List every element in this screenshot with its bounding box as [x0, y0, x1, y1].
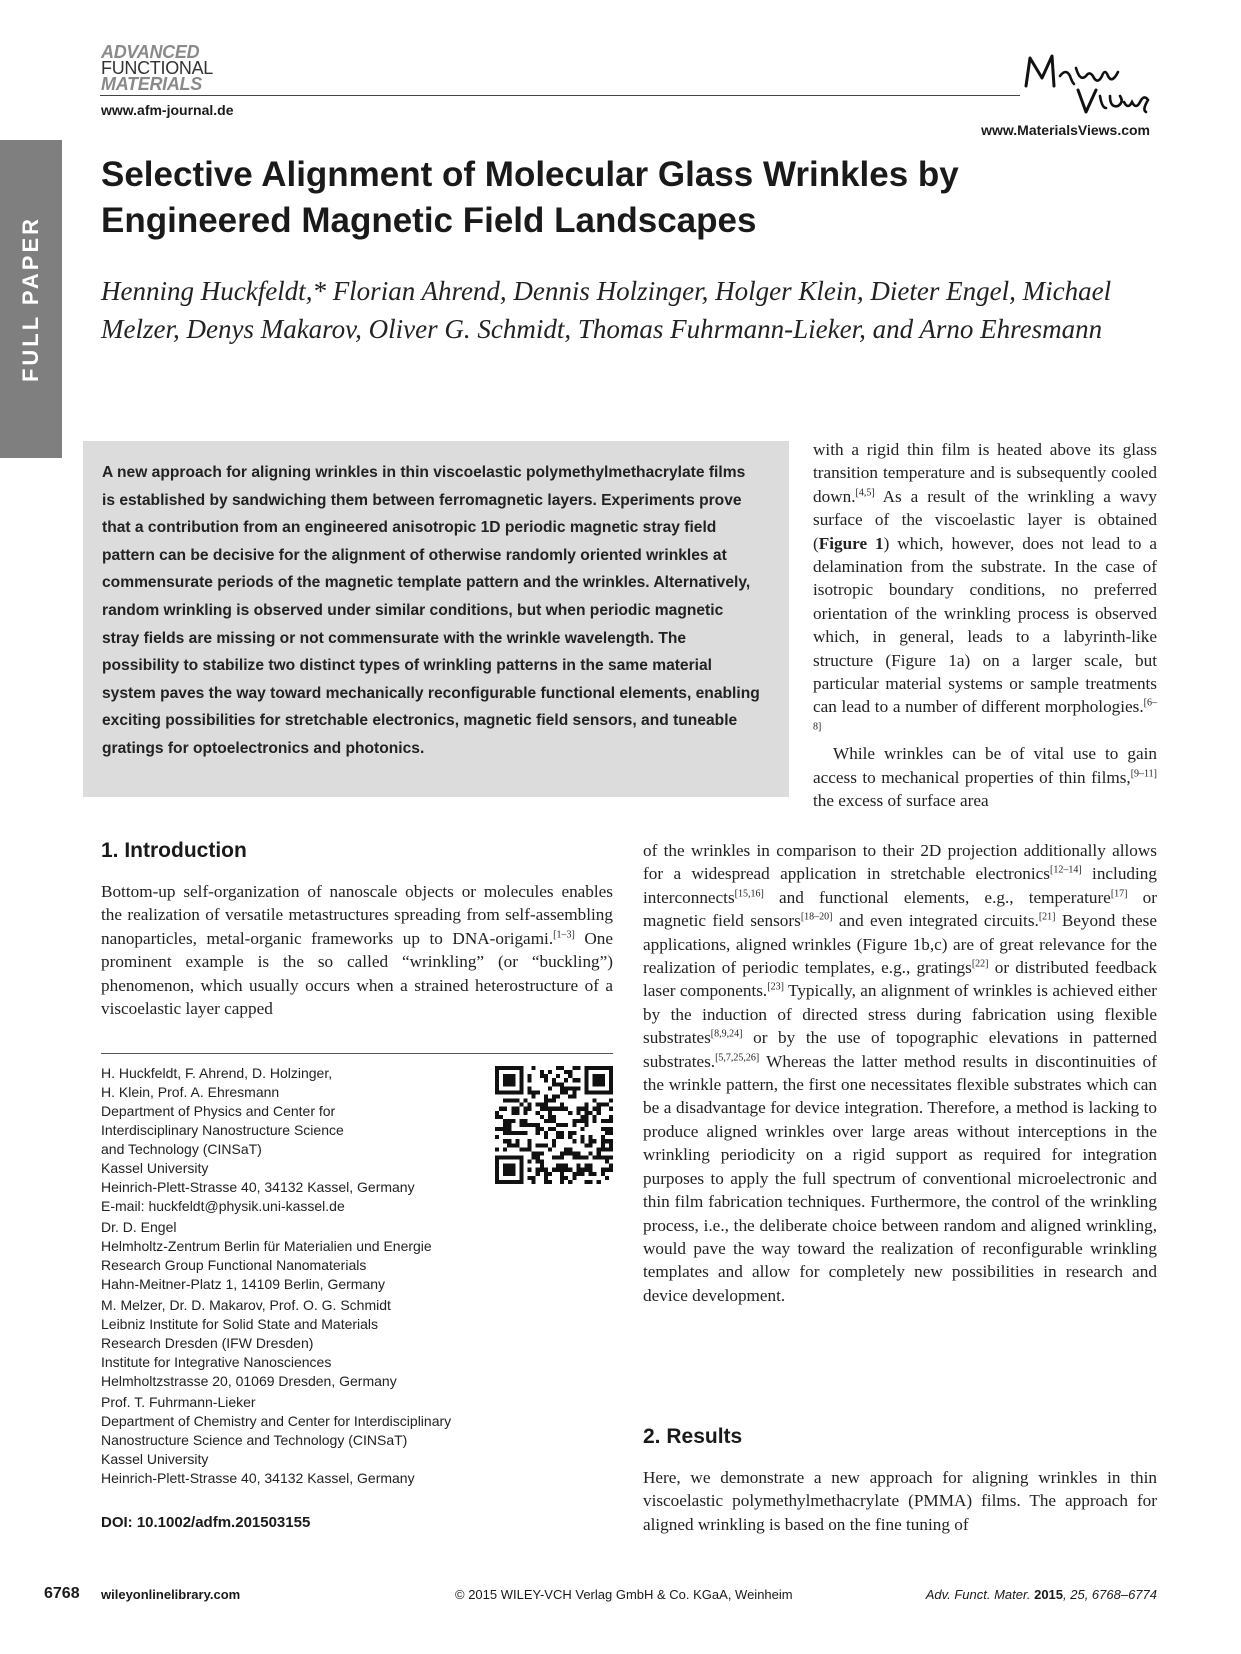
affiliation-line: Institute for Integrative Nanosciences [101, 1354, 332, 1370]
abstract-text: A new approach for aligning wrinkles in thin viscoelastic polymethylmethacrylate films is established by sandwiching them between ferromagnetic layers. Experiments prove that a contribution from an engineered anisotropic 1D periodic magnetic stray field pattern can be decisive for the alignment of otherwise randomly oriented wrinkles at commensurate periods of the magnetic template pattern and the wrinkles. Alternatively, random wrinkling is observed under similar conditions, but when periodic magnetic stray fields are missing or not commensurate with the wrinkle wavelength. The possibility to stabilize two distinct types of wrinkling patterns in the same material system paves the way toward mechanically reconfigurable functional elements, enabling exciting possibilities for stretchable electronics, magnetic field sensors, and tuneable gratings for optoelectronics and photonics. [102, 464, 760, 757]
affiliation-line: E-mail: huckfeldt@physik.uni-kassel.de [101, 1198, 345, 1214]
reference-superscript[interactable]: [22] [971, 958, 989, 970]
affiliation-line: Heinrich-Plett-Strasse 40, 34132 Kassel, Germany [101, 1470, 415, 1486]
doi[interactable]: DOI: 10.1002/adfm.201503155 [101, 1514, 311, 1531]
reference-superscript[interactable]: [5,7,25,26] [715, 1051, 760, 1063]
reference-superscript[interactable]: [17] [1110, 888, 1128, 900]
journal-logo-line: MATERIALS [101, 74, 202, 94]
affiliation-line: Prof. T. Fuhrmann-Lieker [101, 1394, 256, 1410]
affiliation-line: M. Melzer, Dr. D. Makarov, Prof. O. G. Schmidt [101, 1297, 391, 1313]
qr-code-icon[interactable] [495, 1066, 613, 1184]
affiliation-line: H. Huckfeldt, F. Ahrend, D. Holzinger, [101, 1065, 333, 1081]
affiliation-line: Hahn-Meitner-Platz 1, 14109 Berlin, Germany [101, 1276, 386, 1292]
journal-logo [101, 44, 231, 92]
side-tab-label: FULL PAPER [18, 215, 43, 383]
reference-superscript[interactable]: [8,9,24] [710, 1028, 743, 1040]
affiliation-block [101, 1218, 501, 1294]
paragraph: Here, we demonstrate a new approach for aligning wrinkles in thin viscoelastic polymethylmethacrylate (PMMA) films. The approach for aligned wrinkling is based on the fine tuning of [643, 1468, 1157, 1534]
affiliations [101, 1064, 501, 1490]
affiliation-line: and Technology (CINSaT) [101, 1141, 262, 1157]
author-list: Henning Huckfeldt,* Florian Ahrend, Dennis Holzinger, Holger Klein, Dieter Engel, Michael Melzer, Denys Makarov, Oliver G. Schmidt, Thomas Fuhrmann-Lieker, and Arno Ehresmann [101, 276, 1112, 344]
citation-volume-pages: , 25, 6768–6774 [1063, 1587, 1157, 1602]
citation-year: 2015 [1034, 1587, 1064, 1602]
right-column-text [813, 438, 1157, 813]
affiliation-line: Dr. D. Engel [101, 1219, 177, 1235]
affiliation-line: H. Klein, Prof. A. Ehresmann [101, 1084, 280, 1100]
right-column-continued-text [643, 839, 1157, 1307]
reference-superscript[interactable]: [21] [1038, 911, 1056, 923]
footnote-rule [101, 1053, 613, 1054]
introduction-text [101, 880, 613, 1020]
affiliation-line: Helmholtz-Zentrum Berlin für Materialien und Energie [101, 1238, 432, 1254]
paragraph: of the wrinkles in comparison to their 2D projection additionally allows for a widespread application in stretchable electronics[12–14] including interconnects[15,16] and functional elements, e.g., temperature[17] or magnetic field sensors[18–20] and even integrated circuits.[21] Beyond these applications, aligned wrinkles (Figure 1b,c) are of great relevance for the realization of periodic templates, e.g., gratings[22] or distributed feedback laser components.[23] Typically, an alignment of wrinkles is achieved either by the induction of directed stress during fabrication using flexible substrates[8,9,24] or by the use of topographic elevations in patterned substrates.[5,7,25,26] Whereas the latter method results in discontinuities of the wrinkle pattern, the first one necessitates flexible substrates which can be a disadvantage for device integration. Therefore, a method is lacking to produce aligned wrinkles over large areas without interceptions in the wrinkling periodicity on a rigid support as required for integration purposes to apply the full spectrum of conventional microelectronic and thin film fabrication techniques. Furthermore, the control of the wrinkling process, i.e., the deliberate choice between random and aligned wrinkling, would pave the way toward the realization of reconfigurable wrinkling templates and allow for completely new possibilities in research and device development. [643, 841, 1157, 1305]
footer-url[interactable]: wileyonlinelibrary.com [101, 1587, 241, 1602]
paragraph: While wrinkles can be of vital use to gain access to mechanical properties of thin films,[9–11] the excess of surface area [813, 744, 1157, 811]
publisher-logo [1020, 50, 1155, 116]
reference-superscript[interactable]: [18–20] [800, 911, 833, 923]
affiliation-line: Kassel University [101, 1160, 209, 1176]
affiliation-line: Heinrich-Plett-Strasse 40, 34132 Kassel, Germany [101, 1179, 415, 1195]
affiliation-line: Research Group Functional Nanomaterials [101, 1257, 367, 1273]
header-rule [100, 95, 1020, 96]
publisher-url[interactable]: www.MaterialsViews.com [981, 122, 1150, 138]
reference-superscript[interactable]: [1–3] [553, 929, 575, 941]
affiliation-line: Department of Chemistry and Center for Interdisciplinary [101, 1413, 452, 1429]
paragraph: Bottom-up self-organization of nanoscale objects or molecules enables the realization of versatile metastructures spreading from self-assembling nanoparticles, metal-organic frameworks up to DNA-origami.[1–3] One prominent example is the so called “wrinkling” (or “buckling”) phenomenon, which usually occurs when a strained heterostructure of a viscoelastic layer capped [101, 882, 613, 1019]
citation [800, 1587, 1157, 1602]
side-tab [0, 140, 62, 458]
affiliation-line: Research Dresden (IFW Dresden) [101, 1335, 314, 1351]
affiliation-line: Department of Physics and Center for [101, 1103, 336, 1119]
affiliation-line: Nanostructure Science and Technology (CINSaT) [101, 1432, 408, 1448]
affiliation-line: Helmholtzstrasse 20, 01069 Dresden, Germany [101, 1373, 397, 1389]
affiliation-block [101, 1064, 501, 1216]
copyright: © 2015 WILEY-VCH Verlag GmbH & Co. KGaA, Weinheim [455, 1587, 793, 1602]
journal-logo-line: ADVANCED [101, 42, 200, 62]
reference-superscript[interactable]: [12–14] [1049, 864, 1082, 876]
article-title: Selective Alignment of Molecular Glass Wrinkles by Engineered Magnetic Field Landscapes [101, 155, 959, 240]
reference-superscript[interactable]: [15,16] [734, 888, 764, 900]
citation-journal: Adv. Funct. Mater. [925, 1587, 1031, 1602]
reference-superscript[interactable]: [4,5] [855, 487, 875, 499]
journal-url[interactable]: www.afm-journal.de [101, 102, 234, 118]
affiliation-line: Interdisciplinary Nanostructure Science [101, 1122, 344, 1138]
paragraph: with a rigid thin film is heated above its glass transition temperature and is subsequently cooled down.[4,5] As a result of the wrinkling a wavy surface of the viscoelastic layer is obtained (Figure 1) which, however, does not lead to a delamination from the substrate. In the case of isotropic boundary conditions, no preferred orientation of the wrinkling process is observed which, in general, leads to a labyrinth-like structure (Figure 1a) on a larger scale, but particular material systems or sample treatments can lead to a number of different morphologies.[6–8] [813, 440, 1158, 733]
affiliation-block [101, 1296, 501, 1391]
section-heading-results: 2. Results [643, 1425, 743, 1448]
page-number: 6768 [44, 1585, 80, 1602]
journal-logo-line: FUNCTIONAL [101, 58, 214, 78]
reference-superscript[interactable]: [9–11] [1130, 767, 1157, 779]
results-text [643, 1466, 1157, 1536]
abstract-box [83, 441, 789, 797]
reference-superscript[interactable]: [23] [767, 981, 784, 993]
affiliation-line: Leibniz Institute for Solid State and Materials [101, 1316, 379, 1332]
affiliation-block [101, 1393, 501, 1488]
figure-reference: Figure 1 [818, 533, 884, 553]
reference-superscript[interactable]: [6–8] [813, 697, 1157, 733]
affiliation-line: Kassel University [101, 1451, 209, 1467]
section-heading-introduction: 1. Introduction [101, 839, 247, 862]
